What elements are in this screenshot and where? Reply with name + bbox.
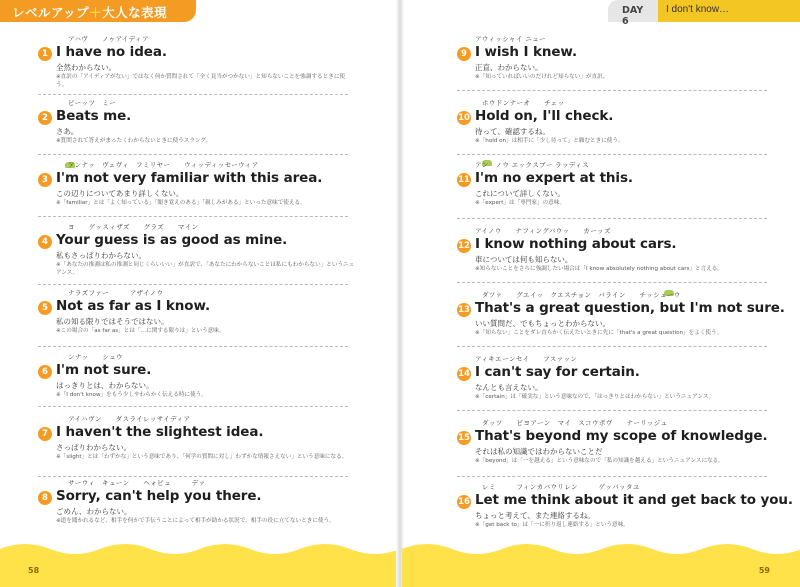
- divider: [457, 90, 767, 91]
- divider: [457, 218, 767, 219]
- usage-note: ※直訳の「アイディアがない」ではなく何か質問されて「全く見当がつかない」と知らないことを強調するときに使う。: [56, 74, 346, 88]
- divider: [457, 476, 767, 477]
- entry-number: 10: [458, 113, 470, 123]
- english-phrase: That's a great question, but I'm not sure.: [475, 300, 785, 316]
- plus-symbol: ＋: [89, 5, 103, 20]
- english-phrase: I'm no expert at this.: [475, 170, 633, 186]
- japanese-translation: いい質問だ、でもちょっとわからない。: [475, 319, 610, 328]
- pronunciation: アィキエーンセイ フスァッン: [475, 355, 578, 363]
- usage-note: ※「beyond」は「一を越える」という意味なので「私の知識を越える」というニュアンスになる。: [475, 458, 724, 464]
- entry-number: 7: [38, 427, 52, 441]
- pronunciation: ダツァ グエイッ クエスチョン バライン チッシューウ: [482, 291, 681, 299]
- english-phrase: Beats me.: [56, 108, 132, 124]
- japanese-translation: なんとも言えない。: [475, 383, 543, 392]
- divider: [457, 346, 767, 347]
- entry-number: 13: [458, 305, 470, 315]
- entry-number: 12: [458, 241, 470, 251]
- english-phrase: I wish I knew.: [475, 44, 577, 60]
- pronunciation: ビーッツ ミー: [68, 99, 117, 107]
- entry-number: 1: [38, 47, 52, 61]
- japanese-translation: それは私の知識ではわからないことだ: [475, 447, 603, 456]
- usage-note: ※知らないことをさらに強調したい場合は「I know absolutely nothing about cars」と言える。: [475, 266, 723, 272]
- english-phrase: Your guess is as good as mine.: [56, 232, 288, 248]
- usage-note: ※道を聞かれるなど、相手を何かで手伝うことによって相手が助かる状況で、相手の役に立てないときに使う。: [56, 518, 335, 524]
- japanese-translation: さっぱりわからない。: [56, 443, 131, 452]
- divider: [38, 284, 348, 285]
- english-phrase: Let me think about it and get back to you.: [475, 492, 793, 508]
- english-phrase: I'm not very familiar with this area.: [56, 170, 323, 186]
- usage-note: ※「あなたの推測は私の推測と同じくらいいい」が直訳で、「あなたにわからないことは私にもわからない」というニュアンス。: [56, 262, 355, 276]
- japanese-translation: これについて詳しくない。: [475, 189, 565, 198]
- divider: [38, 346, 348, 347]
- right-page: [402, 0, 800, 587]
- pronunciation: ヨ ゲッスィザズ グラズ マイン: [68, 223, 199, 231]
- usage-note: ※質問されて答えがまったくわからないときに使うスラング。: [56, 138, 212, 144]
- day-title: I don't know…: [658, 0, 800, 22]
- japanese-translation: 私の知る限りではそうではない。: [56, 317, 169, 326]
- japanese-translation: ごめん、わからない。: [56, 507, 132, 516]
- day-header: [608, 0, 800, 27]
- pronunciation: ホウドンナーオ チェッ: [482, 99, 565, 107]
- english-phrase: I know nothing about cars.: [475, 236, 677, 252]
- entry-number: 16: [458, 497, 470, 507]
- section-title-b: 大人な表現: [102, 5, 168, 20]
- japanese-translation: はっきりとは、わからない。: [56, 381, 154, 390]
- wave-decoration: [0, 535, 398, 587]
- entry-number: 5: [38, 301, 52, 315]
- usage-note: ※この場合の「as far as」とは「…に関する限りは」という意味。: [56, 328, 225, 334]
- pronunciation: ダッツ ビヨアーン マイ スコウポヴ ナーリッジュ: [482, 419, 668, 427]
- page-number: 58: [28, 566, 40, 575]
- usage-note: ※「slight」とは「わずかな」という意味であり、「何学の質問に対し」わずかな情報さえない」という意味になる。: [56, 454, 348, 460]
- entry-number: 2: [38, 111, 52, 125]
- pronunciation: サーウィ キューン ヘォピュ デァ: [68, 479, 206, 487]
- divider: [38, 406, 348, 407]
- pronunciation: アイハヴン ダスライレッサイディア: [68, 415, 191, 423]
- pronunciation: ンナッ シュウ: [68, 353, 123, 361]
- japanese-translation: さあ。: [56, 127, 79, 136]
- japanese-translation: 正直、わからない。: [475, 63, 543, 72]
- usage-note: ※「familiar」とは「よく知っている」「聞き覚えのある」「親しみがある」といった意味で使える。: [56, 200, 306, 206]
- usage-note: ※「知っていればいいのだけれど知らない」が直訳。: [475, 74, 609, 80]
- page-number: 59: [758, 566, 770, 575]
- japanese-translation: この辺りについてあまり詳しくない。: [56, 189, 184, 198]
- pronunciation: アイノウ ナフィングバウッ カーッズ: [475, 227, 611, 235]
- entry-number: 6: [38, 365, 52, 379]
- entry-number: 15: [458, 433, 470, 443]
- wave-decoration: [402, 535, 800, 587]
- entry-number: 4: [38, 235, 52, 249]
- divider: [457, 410, 767, 411]
- day-badge: DAY 6: [608, 0, 658, 22]
- divider: [457, 154, 767, 155]
- japanese-translation: 車については何も知らない。: [475, 255, 573, 264]
- english-phrase: Sorry, can't help you there.: [56, 488, 262, 504]
- english-phrase: I haven't the slightest idea.: [56, 424, 264, 440]
- japanese-translation: 私もさっぱりわからない。: [56, 251, 146, 260]
- usage-note: ※「expert」は「専門家」の意味。: [475, 200, 565, 206]
- usage-note: ※「hold on」は相手に「少し待って」と願むときに使う。: [475, 138, 624, 144]
- english-phrase: I'm not sure.: [56, 362, 152, 378]
- footer-wave: [402, 535, 800, 587]
- usage-note: ※「certain」は「確実な」という意味なので、「はっきりとはわからない」というニュアンス。: [475, 394, 715, 400]
- left-page: [0, 0, 398, 587]
- pronunciation: アハヴ ノゥアイディア: [68, 35, 149, 43]
- divider: [38, 94, 348, 95]
- pronunciation: アンナッ ヴェヴィ フミリヤー ウィッディッセーウィア: [68, 161, 259, 169]
- english-phrase: That's beyond my scope of knowledge.: [475, 428, 768, 444]
- pronunciation: アウィッシャイ ニュー: [475, 35, 546, 43]
- japanese-translation: 全然わからない。: [56, 63, 116, 72]
- divider: [38, 154, 348, 155]
- section-header: [0, 0, 196, 22]
- japanese-translation: 待って、確認するね。: [475, 127, 550, 136]
- entry-number: 8: [38, 491, 52, 505]
- footer-wave: [0, 535, 398, 587]
- divider: [38, 216, 348, 217]
- divider: [457, 282, 767, 283]
- usage-note: ※「知らない」ことをダレ直らかく伝えたいときに先に「that's a great question」をよく使う。: [475, 330, 723, 336]
- japanese-translation: ちょっと考えて、また連絡するね。: [475, 511, 595, 520]
- section-title-a: レベルアップ: [12, 5, 90, 20]
- english-phrase: Not as far as I know.: [56, 298, 210, 314]
- usage-note: ※「get back to」は「一に折り返し連絡する」という意味。: [475, 522, 629, 528]
- entry-number: 11: [458, 175, 470, 185]
- entry-number: 9: [457, 47, 471, 61]
- usage-note: ※「I don't know」をもう少しやわらかく伝える時に使う。: [56, 392, 207, 398]
- entry-number: 14: [458, 369, 470, 379]
- pronunciation: ナラズファー アザイノウ: [68, 289, 164, 297]
- english-phrase: I have no idea.: [56, 44, 167, 60]
- pronunciation: アン ノウ エックスブー ラッディス: [475, 161, 590, 169]
- entry-number: 3: [38, 173, 52, 187]
- pronunciation: レミ フィンカバウリレン ゲッバッタユ: [482, 483, 640, 491]
- english-phrase: I can't say for certain.: [475, 364, 640, 380]
- english-phrase: Hold on, I'll check.: [475, 108, 614, 124]
- divider: [38, 476, 348, 477]
